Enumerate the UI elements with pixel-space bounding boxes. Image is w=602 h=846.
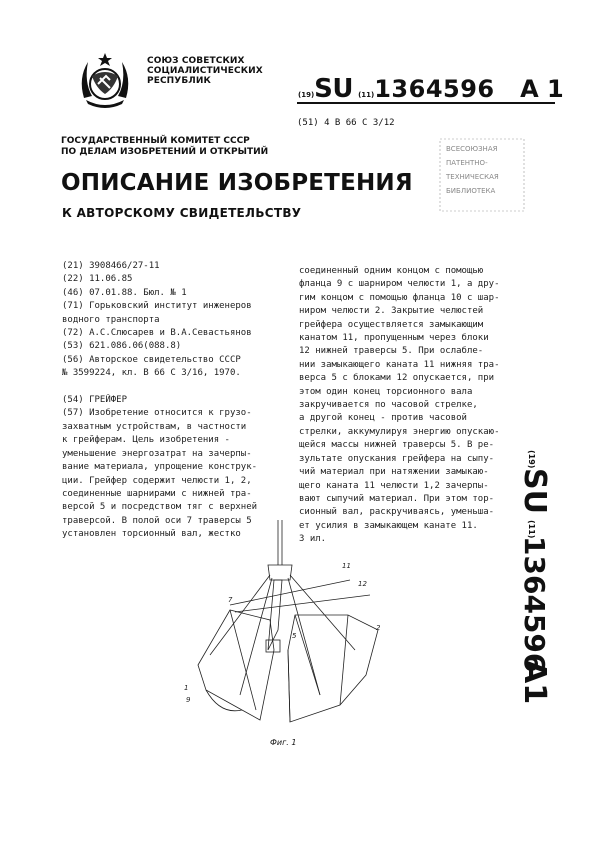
grab-drawing <box>170 520 390 735</box>
vertical-country-code: SU <box>517 468 552 514</box>
vertical-code-11: (11) <box>527 520 536 539</box>
text-line <box>62 381 292 394</box>
text-line: ет усилия в замыкающем канате 11. <box>299 520 478 531</box>
vertical-publication-mark <box>517 450 577 710</box>
text-line: нии замыкающего каната 11 нижняя тра- <box>299 359 500 370</box>
document-kind: A 1 <box>520 75 564 103</box>
text-line: стрелки, аккумулируя энергию опускаю- <box>299 426 500 437</box>
document-title: ОПИСАНИЕ ИЗОБРЕТЕНИЯ <box>61 170 413 196</box>
patent-number: 1364596 <box>374 75 495 103</box>
label-7: 7 <box>228 596 233 604</box>
state-name <box>147 56 263 86</box>
text-line: (53) 621.086.06(088.8) <box>62 341 182 352</box>
text-line: версой 5 и посредством тяг с верхней <box>62 502 258 513</box>
text-line: (21) 3908466/27-11 <box>62 261 160 271</box>
label-5: 5 <box>292 632 297 640</box>
committee-line: ГОСУДАРСТВЕННЫЙ КОМИТЕТ СССР <box>61 136 250 146</box>
vertical-patent-number: 1364596 <box>518 536 551 673</box>
text-line: (71) Горьковский институт инженеров <box>62 301 252 312</box>
text-line: зультате опускания грейфера на сыпу- <box>299 453 495 464</box>
text-line: к грейферам. Цель изобретения - <box>62 435 230 446</box>
state-line: СОЮЗ СОВЕТСКИХ <box>147 56 245 66</box>
text-line: захватным устройствам, в частности <box>62 421 247 432</box>
vertical-code-19: (19) <box>527 450 536 469</box>
library-stamp <box>438 137 526 213</box>
header-rule <box>297 102 555 104</box>
text-line: вание материала, упрощение конструк- <box>62 462 258 473</box>
text-line: № 3599224, кл. B 66 C 3/16, 1970. <box>62 368 241 379</box>
text-line: уменьшение энергозатрат на зачерпы- <box>62 448 252 459</box>
text-line: канатом 11, пропущенным через блоки <box>299 333 489 344</box>
vertical-document-kind: A1 <box>517 660 552 705</box>
text-line: (56) Авторское свидетельство СССР <box>62 354 241 365</box>
text-line: траверсой. В полой оси 7 траверсы 5 <box>62 515 252 526</box>
text-line: (46) 07.01.88. Бюл. № 1 <box>62 287 187 298</box>
text-line: грейфера осуществляется замыкающим <box>299 319 484 330</box>
label-2: 2 <box>376 624 381 632</box>
stamp-line: ПАТЕНТНО- <box>446 159 488 167</box>
text-line: (22) 11.06.85 <box>62 274 133 285</box>
stamp-line: ТЕХНИЧЕСКАЯ <box>446 173 499 181</box>
text-line: этом один конец торсионного вала <box>299 386 473 397</box>
country-code: SU <box>314 74 353 104</box>
committee-name <box>61 136 268 158</box>
publication-number <box>298 74 564 104</box>
label-9: 9 <box>186 696 191 704</box>
ipc-class: (51) 4 B 66 C 3/12 <box>297 118 395 128</box>
label-12: 12 <box>358 580 367 588</box>
code-11: (11) <box>358 91 375 99</box>
text-line: закручивается по часовой стрелке, <box>299 400 478 411</box>
text-line: верса 5 с блоками 12 опускается, при <box>299 373 495 384</box>
text-line: вают сыпучий материал. При этом тор- <box>299 493 495 504</box>
code-19: (19) <box>298 91 315 99</box>
text-line: (72) А.С.Слюсарев и В.А.Севастьянов <box>62 328 252 339</box>
text-line: 3 ил. <box>299 534 327 545</box>
text-line: ниром челюсти 2. Закрытие челюстей <box>299 306 484 317</box>
text-line: (57) Изобретение относится к грузо- <box>62 408 252 419</box>
bibliographic-column <box>62 260 292 542</box>
text-line: 12 нижней траверсы 5. При ослабле- <box>299 346 484 357</box>
abstract-column <box>299 265 539 547</box>
committee-line: ПО ДЕЛАМ ИЗОБРЕТЕНИЙ И ОТКРЫТИЙ <box>61 147 269 157</box>
stamp-line: ВСЕСОЮЗНАЯ <box>446 145 498 153</box>
document-subtitle: К АВТОРСКОМУ СВИДЕТЕЛЬСТВУ <box>62 206 302 220</box>
text-line: гим концом с помощью фланца 10 с шар- <box>299 292 500 303</box>
text-line: соединенный одним концом с помощью <box>299 266 484 276</box>
text-line: (54) ГРЕЙФЕР <box>62 395 128 406</box>
text-line: фланца 9 с шарниром челюсти 1, а дру- <box>299 279 500 290</box>
state-line: РЕСПУБЛИК <box>147 76 211 86</box>
text-line: щейся массы нижней траверсы 5. В ре- <box>299 440 495 451</box>
stamp-line: БИБЛИОТЕКА <box>446 187 496 195</box>
ussr-emblem-icon <box>74 48 136 112</box>
text-line: водного транспорта <box>62 314 160 325</box>
figure-caption: Фиг. 1 <box>270 738 297 747</box>
text-line: ции. Грейфер содержит челюсти 1, 2, <box>62 475 252 486</box>
text-line: чий материал при натяжении замыкаю- <box>299 467 489 478</box>
label-1: 1 <box>184 684 189 692</box>
label-11: 11 <box>342 562 351 570</box>
text-line: соединенные шарнирами с нижней тра- <box>62 488 252 499</box>
text-line: а другой конец - против часовой <box>299 413 467 424</box>
text-line: сионный вал, раскручиваясь, уменьша- <box>299 507 495 518</box>
state-line: СОЦИАЛИСТИЧЕСКИХ <box>147 66 263 76</box>
text-line: установлен торсионный вал, жестко <box>62 529 241 540</box>
text-line: щего каната 11 челюсти 1,2 зачерпы- <box>299 480 489 491</box>
